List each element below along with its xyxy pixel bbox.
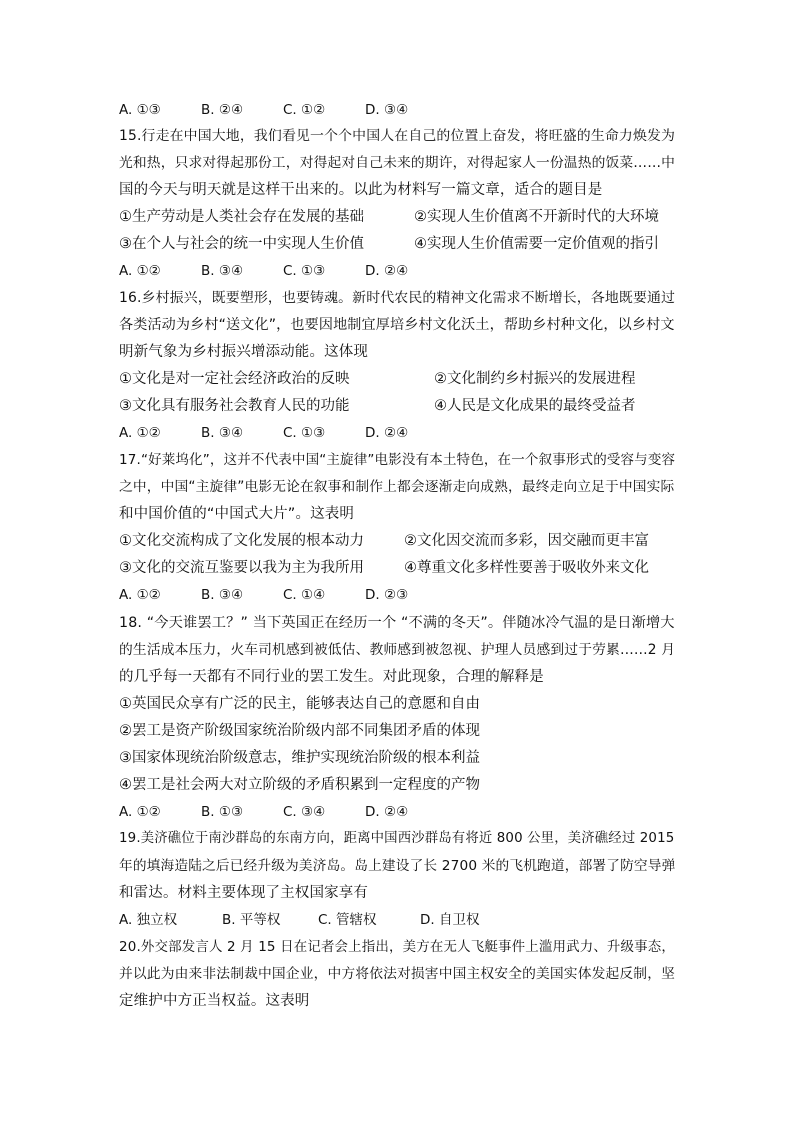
q18-option-1: ①英国民众享有广泛的民主，能够表达自己的意愿和自由: [119, 696, 480, 712]
q20-stem-line-1: 20.外交部发言人 2 月 15 日在记者会上指出，美方在无人飞艇事件上滥用武力、升级事态，: [119, 939, 676, 955]
q15-answer-d: D. ②④: [365, 263, 409, 279]
q16-answer-a: A. ①②: [119, 425, 161, 441]
q17-answer-c: C. ①④: [283, 587, 326, 603]
q18-stem-line-1: 18. “今天谁罢工？” 当下英国正在经历一个 “不满的冬天”。伴随冰冷气温的是日渐增大: [119, 615, 675, 631]
q20-stem-line-3: 定维护中方正当权益。这表明: [119, 993, 310, 1009]
q16-stem-line-3: 明新气象为乡村振兴增添动能。这体现: [119, 344, 369, 360]
q16-option-3: ③文化具有服务社会教育人民的功能: [119, 398, 350, 414]
q15-stem-line-2: 光和热，只求对得起那份工，对得起对自己未来的期许，对得起家人一份温热的饭菜……中: [119, 155, 676, 171]
q19-stem-line-3: 和雷达。材料主要体现了主权国家享有: [119, 885, 369, 901]
q16-option-2: ②文化制约乡村振兴的发展进程: [434, 371, 636, 387]
q16-answer-d: D. ②④: [365, 425, 409, 441]
q17-option-2: ②文化因交流而多彩，因交融而更丰富: [404, 533, 649, 549]
q19-answer-b: B. 平等权: [222, 912, 281, 928]
q14-answer-a: A. ①③: [119, 102, 161, 118]
q18-answer-b: B. ①③: [201, 804, 244, 820]
q18-answer-d: D. ②④: [365, 804, 409, 820]
q17-answer-d: D. ②③: [365, 587, 409, 603]
q15-option-3: ③在个人与社会的统一中实现人生价值: [119, 236, 364, 252]
q17-stem-line-3: 和中国价值的“中国式大片”。这表明: [119, 506, 355, 522]
q15-option-1: ①生产劳动是人类社会存在发展的基础: [119, 209, 364, 225]
q14-answer-d: D. ③④: [365, 102, 409, 118]
q17-option-4: ④尊重文化多样性要善于吸收外来文化: [404, 560, 649, 576]
q17-stem-line-2: 之中，中国“主旋律”电影无论在叙事和制作上都会逐渐走向成熟，最终走向立足于中国实际: [119, 479, 675, 495]
q15-stem-line-1: 15.行走在中国大地，我们看见一个个中国人在自己的位置上奋发，将旺盛的生命力焕发为: [119, 128, 676, 144]
q18-stem-line-2: 的生活成本压力，火车司机感到被低估、教师感到被忽视、护理人员感到过于劳累……2 月: [119, 642, 676, 658]
q19-answer-c: C. 管辖权: [318, 912, 377, 928]
q16-stem-line-1: 16.乡村振兴，既要塑形，也要铸魂。新时代农民的精神文化需求不断增长，各地既要通过: [119, 290, 676, 306]
q15-answer-a: A. ①②: [119, 263, 161, 279]
q15-answer-c: C. ①③: [283, 263, 326, 279]
q17-answer-b: B. ③④: [201, 587, 244, 603]
q17-stem-line-1: 17.“好莱坞化”，这并不代表中国“主旋律”电影没有本土特色，在一个叙事形式的受容与变容: [119, 452, 676, 468]
q17-answer-a: A. ①②: [119, 587, 161, 603]
q18-option-2: ②罢工是资产阶级国家统治阶级内部不同集团矛盾的体现: [119, 723, 480, 739]
q16-option-1: ①文化是对一定社会经济政治的反映: [119, 371, 350, 387]
q18-option-4: ④罢工是社会两大对立阶级的矛盾积累到一定程度的产物: [119, 777, 480, 793]
q15-stem-line-3: 国的今天与明天就是这样干出来的。以此为材料写一篇文章，适合的题目是: [119, 182, 603, 198]
q14-answer-c: C. ①②: [283, 102, 326, 118]
q17-option-1: ①文化交流构成了文化发展的根本动力: [119, 533, 364, 549]
q16-stem-line-2: 各类活动为乡村“送文化”，也要因地制宜厚培乡村文化沃土，帮助乡村种文化，以乡村文: [119, 317, 675, 333]
q18-stem-line-3: 的几乎每一天都有不同行业的罢工发生。对此现象，合理的解释是: [119, 669, 544, 685]
q19-stem-line-1: 19.美济礁位于南沙群岛的东南方向，距离中国西沙群岛有将近 800 公里，美济礁经过 2015: [119, 831, 675, 846]
q19-answer-d: D. 自卫权: [420, 912, 480, 928]
q18-answer-a: A. ①②: [119, 804, 161, 820]
q16-answer-c: C. ①③: [283, 425, 326, 441]
q16-answer-b: B. ③④: [201, 425, 244, 441]
q17-option-3: ③文化的交流互鉴要以我为主为我所用: [119, 560, 364, 576]
q15-answer-b: B. ③④: [201, 263, 244, 279]
q18-option-3: ③国家体现统治阶级意志，维护实现统治阶级的根本利益: [119, 750, 480, 766]
q15-option-2: ②实现人生价值离不开新时代的大环境: [414, 209, 659, 225]
q15-option-4: ④实现人生价值需要一定价值观的指引: [414, 236, 659, 252]
q16-option-4: ④人民是文化成果的最终受益者: [434, 398, 636, 414]
q14-answer-b: B. ②④: [201, 102, 244, 118]
q19-stem-line-2: 年的填海造陆之后已经升级为美济岛。岛上建设了长 2700 米的飞机跑道，部署了防空导弹: [119, 858, 676, 874]
q20-stem-line-2: 并以此为由来非法制裁中国企业，中方将依法对损害中国主权安全的美国实体发起反制，坚: [119, 966, 676, 982]
q19-answer-a: A. 独立权: [119, 912, 178, 928]
q18-answer-c: C. ③④: [283, 804, 326, 820]
